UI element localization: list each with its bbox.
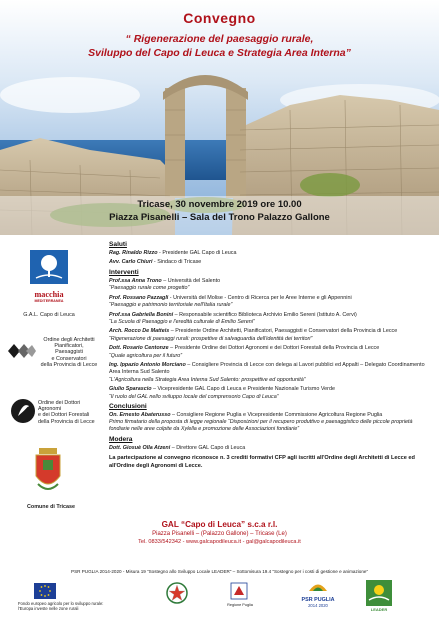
event-date: Tricase, 30 novembre 2019 ore 10.00 — [137, 199, 302, 210]
title-block — [0, 10, 439, 59]
event-subtitle-line2: Sviluppo del Capo di Leuca e Strategia Area Interna” — [88, 47, 351, 59]
gal-label: G.A.L. Capo di Leuca — [23, 312, 75, 318]
program — [109, 240, 434, 470]
italian-republic-emblem-icon — [166, 581, 188, 605]
psr-puglia-icon — [308, 580, 328, 592]
psr-puglia-logo: PSR PUGLIA 2014 2020 — [296, 579, 340, 608]
eu-caption: Fondo europeo agricolo per lo sviluppo rurale: l'Europa investe nelle zone rurali — [18, 601, 104, 612]
program-row: Dott. Rosario Centonze – Presidente Ordine dei Dottori Agronomi e dei Dottori Forestali della Provincia di Lecce “Quale agricoltura per il futuro” — [109, 345, 380, 359]
section-interventi: Interventi — [109, 269, 139, 277]
agronomists-leaf-icon — [10, 398, 36, 424]
event-subtitle-line1: “ Rigenerazione del paesaggio rurale, — [125, 33, 314, 45]
agronomists-logo — [10, 398, 36, 429]
leader-caption: LEADER — [370, 607, 388, 612]
footer — [0, 520, 439, 545]
program-row: Avv. Carlo Chiuri - Sindaco di Tricase — [109, 259, 202, 266]
coat-of-arms-icon — [32, 448, 64, 494]
event-title: Convegno — [183, 10, 256, 26]
footer-org: GAL “Capo di Leuca” s.c.a r.l. — [161, 520, 278, 529]
footer-address: Piazza Pisanelli – (Palazzo Gallone) – Tricase (Le) — [152, 531, 287, 537]
section-modera: Modera — [109, 436, 133, 444]
section-saluti: Saluti — [109, 241, 127, 248]
architects-pattern-icon — [6, 340, 36, 362]
program-row: Giulio Sparascio – Vicepresidente GAL Capo di Leuca e Presidente Nazionale Turismo Verde “Il ruolo del GAL nello sviluppo locale del comprensorio Capo di Leuca” — [109, 386, 335, 400]
program-row: Prof.ssa Anna Trono – Università del Salento “Paesaggio rurale come progetto” — [109, 277, 221, 292]
program-row: Rag. Rinaldo Rizzo - Presidente GAL Capo di Leuca — [109, 249, 237, 256]
psr-note: PSR PUGLIA 2014-2020 - Misura 19 “Sostegno allo Sviluppo Locale LEADER” – Sottomisura 19.4 “Sostegno per i costi di gestione e animazione” — [71, 569, 368, 574]
regione-puglia-icon — [228, 580, 250, 602]
program-row: Prof. Rossano Pazzagli - Università del Molise - Centro di Ricerca per le Aree Interne e gli Appennini “Paesaggio e patrimonio territoriale nell'Italia rurale” — [109, 294, 352, 308]
gal-tree-icon — [30, 250, 68, 284]
tricase-label: Comune di Tricase — [27, 504, 75, 510]
leader-logo-icon — [366, 580, 392, 606]
program-row: Arch. Rocco De Matteis – Presidente Ordine Architetti, Pianificatori, Paesaggisti e Conservatori della Provincia di Lecce “Rigenerazione di paesaggi rurali: prospettive di salvaguardia dell'identità dei territori” — [109, 328, 398, 342]
agronomists-label: Ordine dei Dottori Agronomi e dei Dottori Forestali della Provincia di Lecce — [38, 400, 95, 425]
tricase-coat-of-arms — [32, 448, 64, 499]
program-row: Ing. Ippazio Antonio Morciano – Consigliere Provincia di Lecce con delega ai Lavori pubblici ed Appalti – Delegato Coordinamento Area Interna Sud Salento “L'Agricoltura nella Strategia Area Interna Sud Salento: prospettive ed opportunità” — [109, 362, 425, 383]
gal-wordmark-2: MEDITERRANEA — [34, 299, 64, 303]
section-conclusioni: Conclusioni — [109, 403, 147, 411]
funding-logos — [0, 577, 439, 620]
gal-wordmark: macchia — [34, 290, 64, 299]
footer-contacts: Tel. 0833/542342 - www.galcapodileuca.it - gal@galcapodileuca.it — [138, 539, 301, 545]
program-row: Dott. Giosuè Olla Atzeni – Direttore GAL Capo di Leuca — [109, 444, 246, 451]
hero-photo — [0, 0, 439, 235]
gal-logo — [30, 250, 68, 303]
program-row: Prof.ssa Gabriella Bonini – Responsabile scientifico Biblioteca Archivio Emilio Sereni (Istituto A. Cervi) “La Scuola di Paesaggio e l'eredità culturale di Emilio Sereni” — [109, 311, 357, 325]
partner-logos — [0, 238, 103, 533]
eu-flag-icon — [34, 583, 56, 599]
credits-note: La partecipazione al convegno riconosce n. 3 crediti formativi CFP agli iscritti all'Ordine degli Architetti di Lecce ed all'Ordine degli Agronomi di Lecce. — [109, 455, 415, 469]
program-row: On. Ernesto Abaterusso – Consigliere Regione Puglia e Vicepresidente Commissione Agricoltura Regione Puglia Primo firmatario della proposta di legge regionale “Disposizioni per il recupero produttivo e paesaggistico delle piccole proprietà fondiarie nelle aree colpite da Xylella e promozione delle Associazioni fondiarie” — [109, 411, 413, 433]
architects-logo — [6, 340, 36, 367]
architects-label: Ordine degli Architetti Pianificatori, Paesaggisti e Conservatori della Provincia di Lecce — [40, 337, 98, 368]
regione-caption: Regione Puglia — [227, 603, 253, 607]
event-venue: Piazza Pisanelli – Sala del Trono Palazzo Gallone — [109, 212, 330, 223]
